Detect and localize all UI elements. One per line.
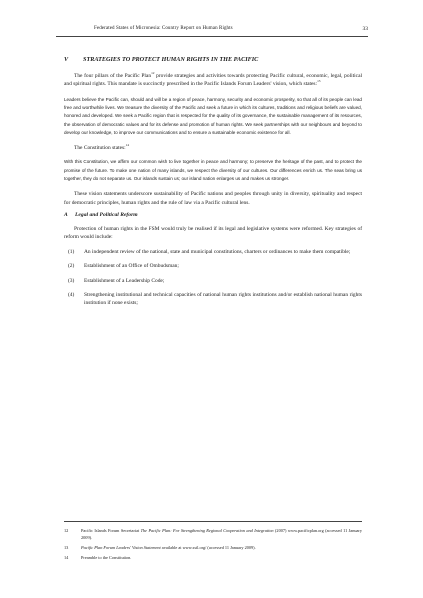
subsection-letter: A <box>64 212 68 219</box>
footnote-text: Preamble to the Constitution. <box>81 555 132 560</box>
reform-strategies-list <box>64 248 362 308</box>
constitution-intro <box>64 144 362 152</box>
list-item-number: (4) <box>68 292 75 299</box>
footnote-number: 14 <box>64 555 69 560</box>
footnote-text: (2007) www.pacificplan.org (accessed 11 January 2009). <box>81 528 362 540</box>
subsection-title: Legal and Political Reform <box>75 212 138 219</box>
footnote-number: 13 <box>64 545 69 550</box>
list-item-number: (1) <box>68 248 75 255</box>
list-item <box>64 277 362 285</box>
subsection-heading <box>64 212 362 220</box>
section-heading <box>64 56 362 65</box>
list-item-number: (3) <box>68 277 75 284</box>
list-item <box>64 248 362 256</box>
list-item-number: (2) <box>68 263 75 270</box>
list-item <box>64 291 362 308</box>
paragraph-intro-text-b: provide strategies and activities towards protecting Pacific cultural, economic, legal, political and spiritual rights. This mandate is succinctly prescribed in the Pacific Islands Forum Leaders' vision, which states: <box>64 73 363 88</box>
footnote-text: available at www.sstl.org/ (accessed 11 January 2009). <box>160 545 256 550</box>
footnote-number: 12 <box>64 528 69 533</box>
block-quote-leaders-vision: Leaders believe the Pacific can, should and will be a region of peace, harmony, security and economic prosperity, so that all of its people can lead free and worthwhile lives. We treasure the diversity of the Pacific and seek a future in which its cultures, traditions and religious beliefs are valued, honored and developed. We seek a Pacific region that is respected for the quality of its governance, the sustainable management of its resources, the observation of democratic values and for its defense and promotion of human rights. We seek partnerships with our neighbours and beyond to develop our knowledge, to improve our communications and to ensure a sustainable economic existence for all. <box>64 96 362 135</box>
footnote-14 <box>64 554 362 561</box>
list-item-text: Strengthening institutional and technical capacities of national human rights institutions and/or establish national human rights institution if none exists; <box>84 292 362 307</box>
footnote-13 <box>64 544 362 551</box>
list-item-text: Establishment of an Office of Ombudsman; <box>84 263 179 270</box>
header-title: Federated States of Micronesia: Country Report on Human Rights <box>94 26 233 31</box>
list-item-text: Establishment of a Leadership Code; <box>84 277 165 284</box>
list-item <box>64 262 362 270</box>
block-quote-constitution: With this Constitution, we affirm our common wish to live together in peace and harmony; to preserve the heritage of the past, and to protect the promise of the future. To make one nation of many islands, we respect the diversity of our cultures. Our differences enrich us. The seas bring us together, they do not separate us. Our islands sustain us; our island nation enlarges us and makes us stronger. <box>64 159 362 181</box>
footnote-text: Pacific Islands Forum Secretariat <box>81 528 141 533</box>
section-number: V <box>64 56 69 63</box>
footnotes <box>64 527 362 564</box>
page-number: 33 <box>362 26 368 32</box>
footnote-title: Pacific Plan Forum Leaders' Vision Statement <box>81 545 161 550</box>
paragraph-intro <box>64 72 362 89</box>
page-content <box>64 56 362 314</box>
footnote-ref-14[interactable]: 14 <box>125 143 130 148</box>
running-header <box>56 26 368 37</box>
footnote-title: The Pacific Plan: For Strengthening Regional Cooperation and Integration <box>140 528 274 533</box>
paragraph-reform: Protection of human rights in the FSM would truly be realised if its legal and legislative systems were reformed. Key strategies of reform would include: <box>64 226 362 241</box>
paragraph-vision-statements: These vision statements underscore sustainability of Pacific nations and peoples through unity in diversity, spirituality and respect for democratic principles, human rights and the rule of law via a Pacific cultural lens. <box>64 191 362 206</box>
footnote-12 <box>64 527 362 541</box>
footnote-ref-12[interactable]: 12 <box>151 71 155 76</box>
constitution-intro-text: The Constitution states: <box>74 145 126 152</box>
section-title: STRATEGIES TO PROTECT HUMAN RIGHTS IN THE PACIFIC <box>83 56 259 63</box>
paragraph-intro-text-a: The four pillars of the Pacific Plan <box>74 73 152 79</box>
footnote-ref-13[interactable]: 13 <box>317 79 321 84</box>
footnote-separator <box>64 521 362 522</box>
list-item-text: An independent review of the national, state and municipal constitutions, charters or ordinances to make them compatible; <box>84 248 351 255</box>
